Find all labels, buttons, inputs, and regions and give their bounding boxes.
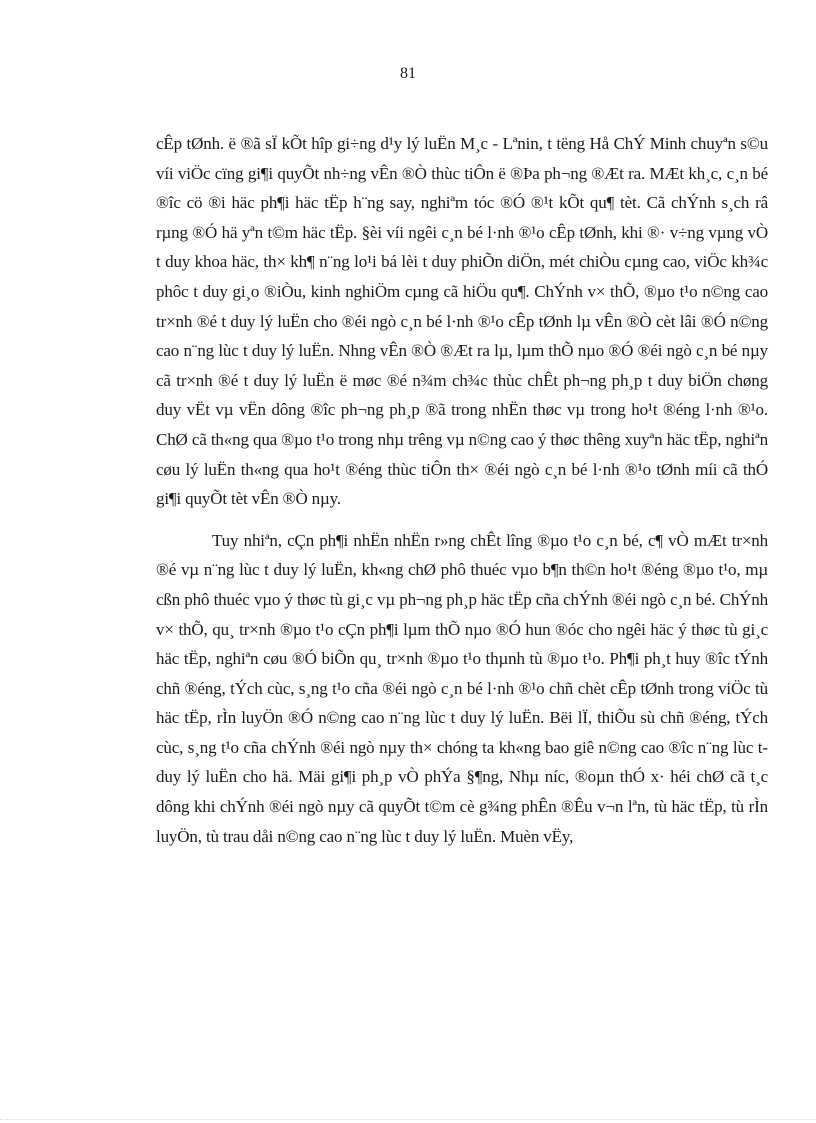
page-bottom-divider bbox=[0, 1119, 816, 1120]
paragraph-1: cÊp tØnh. ë ®ã sÏ kÕt hîp gi÷ng d¹y lý luËn M¸c - Lªnin, t tëng Hå ChÝ Minh chuyªn s©u víi viÖc cïng gi¶i quyÕt nh÷ng vÊn ®Ò thùc tiÔn ë ®Þa ph¬ng ®Æt ra. MÆt kh¸c, c¸n bé ®îc cö ®i häc ph¶i häc tËp h¨ng say, nghiªm tóc ®Ó ®¹t kÕt qu¶ tèt. Cã chÝnh s¸ch râ rµng ®Ó hä yªn t©m häc tËp. §èi víi ngêi c¸n bé l·nh ®¹o cÊp tØnh, khi ®· v÷ng vµng vÒ t duy khoa häc, th× kh¶ n¨ng lo¹i bá lèi t duy phiÕn diÖn, mét chiÒu cµng cao, viÖc kh¾c phôc t duy gi¸o ®iÒu, kinh nghiÖm cµng cã hiÖu qu¶. ChÝnh v× thÕ, ®µo t¹o n©ng cao tr×nh ®é t duy lý luËn cho ®éi ngò c¸n bé l·nh ®¹o cÊp tØnh lµ vÊn ®Ò cèt lâi ®Ó n©ng cao n¨ng lùc t duy lý luËn. Nhng vÊn ®Ò ®Æt ra lµ, lµm thÕ nµo ®Ó ®éi ngò c¸n bé nµy cã tr×nh ®é t duy lý luËn ë møc ®é n¾m ch¾c thùc chÊt ph¬ng ph¸p t duy biÖn chøng duy vËt vµ vËn dông ®îc ph¬ng ph¸p ®ã trong nhËn thøc vµ trong ho¹t ®éng l·nh ®¹o. ChØ cã th«ng qua ®µo t¹o trong nhµ trêng vµ n©ng cao ý thøc thêng xuyªn häc tËp, nghiªn cøu lý luËn th«ng qua ho¹t ®éng thùc tiÔn th× ®éi ngò c¸n bé l·nh ®¹o tØnh míi cã thÓ gi¶i quyÕt tèt vÊn ®Ò nµy. bbox=[156, 134, 768, 509]
paragraph-2: Tuy nhiªn, cÇn ph¶i nhËn nhËn r»ng chÊt lîng ®µo t¹o c¸n bé, c¶ vÒ mÆt tr×nh ®é vµ n¨ng lùc t duy lý luËn, kh«ng chØ phô thuéc vµo b¶n th©n ho¹t ®éng ®µo t¹o, mµ cßn phô thuéc vµo ý thøc tù gi¸c vµ ph¬ng ph¸p häc tËp cña chÝnh ®éi ngò c¸n bé. ChÝnh v× thÕ, qu¸ tr×nh ®µo t¹o cÇn ph¶i lµm thÕ nµo ®Ó hun ®óc cho ngêi häc ý thøc tù gi¸c häc tËp, nghiªn cøu ®Ó biÕn qu¸ tr×nh ®µo t¹o thµnh tù ®µo t¹o. Ph¶i ph¸t huy ®îc tÝnh chñ ®éng, tÝch cùc, s¸ng t¹o cña ®éi ngò c¸n bé l·nh ®¹o chñ chèt cÊp tØnh trong viÖc tù häc tËp, rÌn luyÖn ®Ó n©ng cao n¨ng lùc t duy lý luËn. Bëi lÏ, thiÕu sù chñ ®éng, tÝch cùc, s¸ng t¹o cña chÝnh ®éi ngò nµy th× chóng ta kh«ng bao giê n©ng cao ®îc n¨ng lùc t duy lý luËn cho hä. Mäi gi¶i ph¸p vÒ phÝa §¶ng, Nhµ níc, ®oµn thÓ x· héi chØ cã t¸c dông khi chÝnh ®éi ngò nµy cã quyÕt t©m cè g¾ng phÊn ®Êu v¬n lªn, tù häc tËp, tù rÌn luyÖn, tù trau dåi n©ng cao n¨ng lùc t duy lý luËn. Muèn vËy, bbox=[156, 530, 768, 846]
body-text bbox=[156, 129, 768, 851]
page-number: 81 bbox=[400, 65, 416, 82]
